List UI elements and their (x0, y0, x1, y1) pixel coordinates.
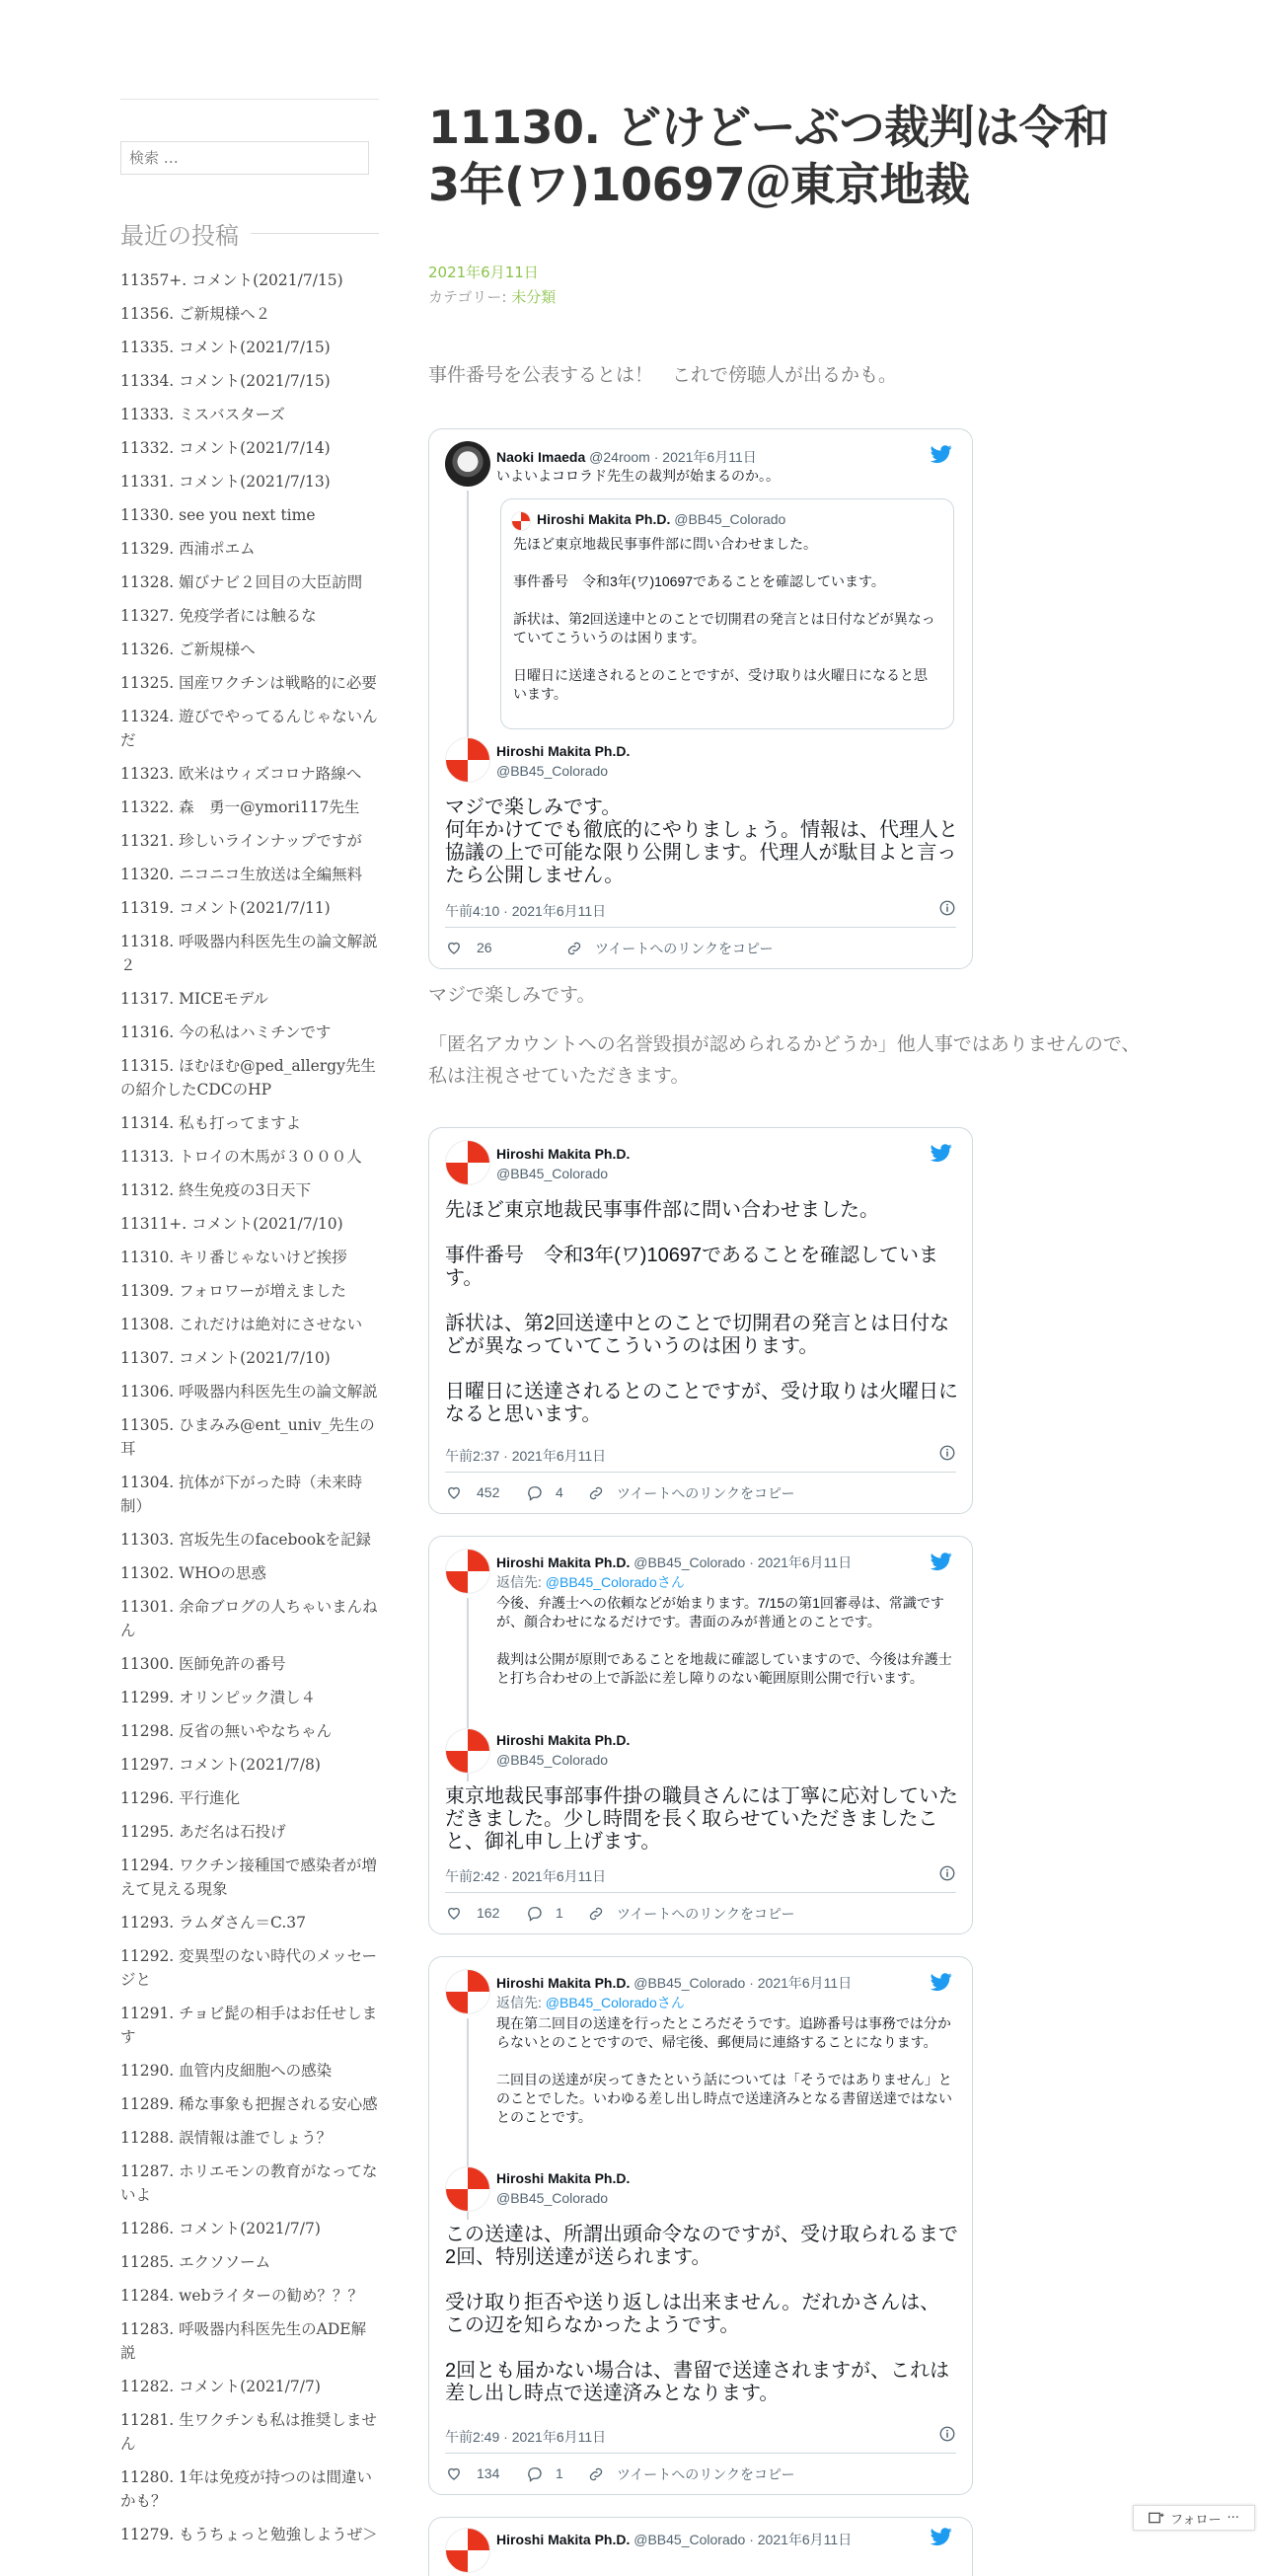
list-item[interactable] (120, 470, 379, 493)
copy-link-label: ツイートへのリンクをコピー (617, 2466, 795, 2482)
tweet-author[interactable]: Hiroshi Makita Ph.D. @BB45_Colorado · 2021年6月11日 (496, 1554, 853, 1570)
recent-post-link[interactable]: 11330. see you next time (120, 506, 316, 524)
category-label: カテゴリー: (428, 288, 512, 306)
list-item[interactable] (120, 2217, 379, 2240)
recent-post-link[interactable]: 11282. コメント(2021/7/7) (120, 2378, 321, 2395)
recent-post-link[interactable]: 11326. ご新規様へ (120, 641, 256, 658)
like-count: 452 (477, 1484, 500, 1500)
tweet-text: 現在第二回目の送達を行ったところだそうです。追跡番号は事務では分からないとのことですので、帰宅後、郵便局に連絡することになります。 二回目の送達が戻ってきたという話については「そうではありません」とのことでした。いわゆる差し出し時点で送達済みとなる書留送達ではないとのことです。 (496, 2015, 952, 2125)
reply-button[interactable] (526, 2464, 563, 2482)
sidebar (120, 99, 379, 2556)
recent-post-link[interactable]: 11310. キリ番じゃないけど挨拶 (120, 1249, 347, 1266)
list-item[interactable] (120, 1313, 379, 1336)
tweet-handle[interactable]: @BB45_Colorado (496, 1752, 609, 1768)
list-item[interactable] (120, 1471, 379, 1518)
list-item[interactable] (120, 1380, 379, 1403)
reply-button[interactable] (526, 1483, 563, 1501)
recent-post-link[interactable]: 11329. 西浦ポエム (120, 540, 256, 558)
list-item[interactable] (120, 2092, 379, 2116)
list-item[interactable] (120, 1719, 379, 1743)
list-item[interactable] (120, 1212, 379, 1236)
recent-post-link[interactable]: 11313. トロイの木馬が３０００人 (120, 1148, 362, 1166)
like-count: 26 (477, 940, 492, 955)
list-item[interactable] (120, 896, 379, 920)
recent-post-link[interactable]: 11319. コメント(2021/7/11) (120, 899, 331, 917)
tweet-divider (445, 1892, 956, 1893)
follow-icon (1149, 2511, 1164, 2525)
tweet-text: 今後、弁護士への依頼などが始まります。7/15の第1回審尋は、常識ですが、顔合わせになるだけです。書面のみが普通とのことです。 裁判は公開が原則であることを地裁に確認していますので、今後は弁護士と打ち合わせの上で訴訟に差し障りのない範囲原則公開で行います。 (496, 1595, 952, 1686)
recent-post-link[interactable]: 11325. 国産ワクチンは戦略的に必要 (120, 674, 377, 692)
tweet-handle[interactable]: @BB45_Colorado (496, 2190, 609, 2206)
avatar (511, 511, 531, 531)
copy-link-button[interactable] (587, 1904, 794, 1924)
reply-count: 1 (556, 2465, 563, 2481)
link-icon (565, 940, 583, 957)
post-paragraph-2: マジで楽しみです。 (428, 984, 596, 1006)
info-icon[interactable] (938, 1864, 956, 1882)
copy-link-label: ツイートへのリンクをコピー (617, 1485, 795, 1501)
like-button[interactable] (445, 2464, 499, 2482)
recent-post-link[interactable]: 11306. 呼吸器内科医先生の論文解説 (120, 1383, 378, 1401)
recent-post-link[interactable]: 11327. 免疫学者には触るな (120, 607, 317, 625)
list-item[interactable] (120, 1854, 379, 1901)
twitter-bird-icon[interactable] (929, 2526, 954, 2547)
recent-post-link[interactable]: 11312. 終生免疫の3日天下 (120, 1181, 312, 1199)
list-item[interactable] (120, 1246, 379, 1269)
list-item[interactable] (120, 537, 379, 561)
more-icon[interactable]: ··· (1227, 2510, 1239, 2526)
recent-post-link[interactable]: 11334. コメント(2021/7/15) (120, 372, 331, 390)
list-item[interactable] (120, 796, 379, 819)
list-item[interactable] (120, 1413, 379, 1461)
list-item[interactable] (120, 829, 379, 853)
tweet-text: 先ほど東京地裁民事事件部に問い合わせました。 事件番号 令和3年(ワ)10697であることを確認しています。 訴状は、第2回送達中とのことで切開君の発言とは日付などが異なっていてこういうのは困ります。 日曜日に送達されるとのことですが、受け取りは火曜日になると思います。 (513, 536, 935, 702)
tweet-text: マジで楽しみです。 何年かけてでも徹底的にやりましょう。情報は、代理人と協議の上で可能な限り公開します。代理人が駄目よと言ったら公開しません。 (445, 796, 958, 886)
list-item[interactable] (120, 2465, 379, 2513)
list-item[interactable] (120, 1944, 379, 1992)
recent-post-link[interactable]: 11333. ミスバスターズ (120, 406, 285, 423)
recent-post-link[interactable]: 11356. ご新規様へ２ (120, 305, 271, 323)
recent-post-link[interactable]: 11295. あだ名は石投げ (120, 1823, 286, 1841)
recent-post-link[interactable]: 11322. 森 勇一@ymori117先生 (120, 798, 360, 816)
category-link[interactable]: 未分類 (511, 288, 557, 306)
list-item[interactable] (120, 1021, 379, 1044)
post-date-link[interactable]: 2021年6月11日 (428, 264, 539, 281)
list-item[interactable] (120, 1652, 379, 1676)
list-item[interactable] (120, 1561, 379, 1585)
recent-post-link[interactable]: 11286. コメント(2021/7/7) (120, 2220, 321, 2237)
search-input[interactable] (120, 141, 369, 175)
copy-link-button[interactable] (587, 1483, 794, 1503)
recent-post-link[interactable]: 11281. 生ワクチンも私は推奨しません (120, 2411, 377, 2453)
twitter-bird-icon[interactable] (929, 1971, 954, 1993)
post-paragraph-1: 事件番号を公表するとは！ これで傍聴人が出るかも。 (428, 364, 898, 386)
main-content (428, 99, 1149, 310)
list-item[interactable] (120, 1595, 379, 1642)
list-item[interactable] (120, 268, 379, 292)
list-item[interactable] (120, 2159, 379, 2207)
recent-post-link[interactable]: 11294. ワクチン接種国で感染者が増えて見える現象 (120, 1856, 377, 1898)
recent-post-link[interactable]: 11283. 呼吸器内科医先生のADE解説 (120, 2320, 367, 2362)
list-item[interactable] (120, 336, 379, 359)
recent-post-link[interactable]: 11302. WHOの思惑 (120, 1564, 266, 1582)
recent-post-link[interactable]: 11290. 血管内皮細胞への感染 (120, 2062, 333, 2080)
recent-post-link[interactable]: 11324. 遊びでやってるんじゃないんだ (120, 708, 378, 749)
list-item[interactable] (120, 2250, 379, 2274)
recent-post-link[interactable]: 11332. コメント(2021/7/14) (120, 439, 331, 457)
like-count: 162 (477, 1905, 500, 1921)
like-button[interactable] (445, 1904, 499, 1922)
recent-post-link[interactable]: 11308. これだけは絶対にさせない (120, 1316, 363, 1333)
reply-count: 1 (556, 1905, 563, 1921)
copy-link-label: ツイートへのリンクをコピー (595, 941, 774, 956)
reply-count: 4 (556, 1484, 563, 1500)
avatar[interactable] (445, 737, 490, 783)
recent-post-link[interactable]: 11331. コメント(2021/7/13) (120, 473, 331, 491)
list-item[interactable] (120, 2126, 379, 2150)
tweet-divider (445, 2453, 956, 2454)
tweet-author[interactable]: Hiroshi Makita Ph.D. @BB45_Colorado · 2021年6月11日 (496, 2532, 853, 2547)
list-item[interactable] (120, 604, 379, 628)
twitter-bird-icon[interactable] (929, 1551, 954, 1572)
avatar[interactable] (445, 1140, 490, 1185)
recent-posts-list (120, 268, 379, 2546)
recent-post-link[interactable]: 11288. 誤情報は誰でしょう？ (120, 2129, 333, 2147)
tweet-timestamp[interactable]: 午前2:49 · 2021年6月11日 (445, 2429, 607, 2445)
list-item[interactable] (120, 1346, 379, 1370)
list-item[interactable] (120, 1279, 379, 1303)
list-item[interactable] (120, 2523, 379, 2546)
reply-to-link[interactable]: @BB45_Coloradoさん (545, 1995, 685, 2010)
list-item[interactable] (120, 2408, 379, 2456)
list-item[interactable] (120, 1178, 379, 1202)
reply-button[interactable] (526, 1904, 563, 1922)
thread-line (467, 491, 469, 737)
info-icon[interactable] (938, 899, 956, 917)
avatar[interactable] (445, 1549, 490, 1594)
heading-rule (251, 233, 379, 234)
list-item[interactable] (120, 1911, 379, 1934)
recent-post-link[interactable]: 11307. コメント(2021/7/10) (120, 1349, 331, 1367)
heart-icon (445, 1483, 463, 1501)
recent-post-link[interactable]: 11289. 稀な事象も把握される安心感 (120, 2095, 378, 2113)
recent-post-link[interactable]: 11301. 余命ブログの人ちゃいまんねん (120, 1598, 378, 1639)
list-item[interactable] (120, 1145, 379, 1169)
tweet-embed-2[interactable] (428, 1127, 973, 1514)
recent-post-link[interactable]: 11316. 今の私はハミチンです (120, 1023, 332, 1041)
twitter-bird-icon[interactable] (929, 443, 954, 465)
tweet-text: この送達は、所謂出頭命令なのですが、受け取られるまで2回、特別送達が送られます。 受け取り拒否や送り返しは出来ません。だれかさんは、この辺を知らなかったようです。 2回とも届かない場合は、書留で送達されますが、これは差し出し時点で送達済みとなります。 (445, 2224, 958, 2404)
recent-post-link[interactable]: 11280. 1年は免疫が持つのは間違いかも？ (120, 2468, 373, 2510)
reply-icon (526, 1904, 544, 1922)
post-paragraph-3: 「匿名アカウントへの名誉毀損が認められるかどうか」他人事ではありませんので、私は注視させていただきます。 (428, 1033, 1141, 1087)
like-count: 134 (477, 2465, 500, 2481)
follow-label: フォロー (1170, 2512, 1222, 2528)
recent-post-link[interactable]: 11314. 私も打ってますよ (120, 1114, 302, 1132)
recent-post-link[interactable]: 11311+. コメント(2021/7/10) (120, 1215, 343, 1233)
info-icon[interactable] (938, 1444, 956, 1462)
recent-post-link[interactable]: 11291. チョビ髭の相手はお任せします (120, 2005, 378, 2046)
recent-post-link[interactable]: 11318. 呼吸器内科医先生の論文解説２ (120, 933, 378, 974)
tweet-timestamp[interactable]: 午前4:10 · 2021年6月11日 (445, 903, 607, 919)
quoted-tweet[interactable] (500, 498, 954, 729)
tweet-embed-1[interactable] (428, 428, 973, 969)
recent-post-link[interactable]: 11285. エクソソーム (120, 2253, 271, 2271)
recent-post-link[interactable]: 11321. 珍しいラインナップですが (120, 832, 362, 850)
list-item[interactable] (120, 369, 379, 393)
tweet-handle[interactable]: @BB45_Colorado (496, 1166, 609, 1181)
recent-post-link[interactable]: 11279. もうちょっと勉強しようぜ＞ (120, 2526, 378, 2543)
list-item[interactable] (120, 1111, 379, 1135)
link-icon (587, 1905, 605, 1923)
tweet-author[interactable]: Hiroshi Makita Ph.D. @BB45_Colorado · 2021年6月11日 (496, 1975, 853, 1991)
tweet-author[interactable]: Hiroshi Makita Ph.D. (496, 1146, 631, 1162)
list-item[interactable] (120, 987, 379, 1011)
heart-icon (445, 939, 463, 956)
recent-post-link[interactable]: 11284. webライターの勧め？？？ (120, 2287, 364, 2305)
tweet-author[interactable]: Hiroshi Makita Ph.D. (496, 743, 631, 759)
recent-post-link[interactable]: 11293. ラムダさん＝C.37 (120, 1914, 306, 1932)
tweet-author[interactable]: Hiroshi Makita Ph.D. (496, 1732, 631, 1748)
reply-to-link[interactable]: @BB45_Coloradoさん (545, 1574, 685, 1590)
recent-post-link[interactable]: 11298. 反省の無いやなちゃん (120, 1722, 333, 1740)
page-title: 11130. どけどーぶつ裁判は令和3年(ワ)10697＠東京地裁 (428, 101, 1109, 211)
recent-post-link[interactable]: 11323. 欧米はウィズコロナ路線へ (120, 765, 362, 783)
reply-to: 返信先: @BB45_Coloradoさん (496, 1995, 685, 2010)
copy-link-button[interactable] (565, 939, 773, 958)
list-item[interactable] (120, 762, 379, 786)
list-item[interactable] (120, 1820, 379, 1844)
copy-link-button[interactable] (587, 2464, 794, 2484)
like-button[interactable] (445, 1483, 499, 1501)
tweet-text: いよいよコロラド先生の裁判が始まるのか。。 (496, 468, 780, 484)
tweet-timestamp[interactable]: 午前2:37 · 2021年6月11日 (445, 1448, 607, 1464)
recent-post-link[interactable]: 11287. ホリエモンの教育がなってないよ (120, 2162, 378, 2204)
list-item[interactable] (120, 570, 379, 594)
list-item[interactable] (120, 1528, 379, 1552)
tweet-divider (445, 927, 956, 928)
reply-to: 返信先: @BB45_Coloradoさん (496, 1574, 685, 1590)
recent-post-link[interactable]: 11320. ニコニコ生放送は全編無料 (120, 866, 363, 883)
avatar[interactable] (445, 1969, 490, 2014)
tweet-text: 先ほど東京地裁民事事件部に問い合わせました。 事件番号 令和3年(ワ)10697であることを確認しています。 訴状は、第2回送達中とのことで切開君の発言とは日付などが異なっていてこういうのは困ります。 日曜日に送達されるとのことですが、受け取りは火曜日になると思います。 (445, 1199, 958, 1425)
heart-icon (445, 2464, 463, 2482)
tweet-author[interactable]: Hiroshi Makita Ph.D. (496, 2170, 631, 2186)
avatar[interactable] (445, 1728, 490, 1774)
recent-post-link[interactable]: 11304. 抗体が下がった時（未来時制） (120, 1474, 363, 1515)
recent-post-link[interactable]: 11292. 変異型のない時代のメッセージと (120, 1947, 378, 1989)
tweet-text: 東京地裁民事部事件掛の職員さんには丁寧に応対していただきました。少し時間を長く取らせていただきましたこと、御礼申し上げます。 (445, 1785, 958, 1853)
list-item[interactable] (120, 503, 379, 527)
list-item[interactable] (120, 1786, 379, 1810)
tweet-embed-4[interactable] (428, 1956, 973, 2495)
list-item[interactable] (120, 671, 379, 695)
link-icon (587, 1484, 605, 1502)
list-item[interactable] (120, 1686, 379, 1709)
list-item[interactable] (120, 2059, 379, 2083)
recent-post-link[interactable]: 11299. オリンピック潰し４ (120, 1689, 317, 1706)
recent-post-link[interactable]: 11315. ほむほむ@ped_allergy先生の紹介したCDCのHP (120, 1057, 376, 1099)
list-item[interactable] (120, 2317, 379, 2365)
recent-post-link[interactable]: 11357+. コメント(2021/7/15) (120, 271, 343, 289)
list-item[interactable] (120, 705, 379, 752)
tweet-timestamp[interactable]: 午前2:42 · 2021年6月11日 (445, 1868, 607, 1884)
like-button[interactable] (445, 939, 492, 956)
copy-link-label: ツイートへのリンクをコピー (617, 1906, 795, 1922)
recent-post-link[interactable]: 11309. フォロワーが増えました (120, 1282, 346, 1300)
sidebar-divider (120, 99, 379, 100)
recent-posts-heading (120, 216, 379, 251)
recent-posts-title: 最近の投稿 (120, 222, 239, 250)
recent-post-link[interactable]: 11303. 宮坂先生のfacebookを記録 (120, 1531, 371, 1549)
list-item[interactable] (120, 1054, 379, 1101)
post-meta (428, 261, 1149, 310)
twitter-bird-icon[interactable] (929, 1142, 954, 1164)
list-item[interactable] (120, 403, 379, 426)
list-item[interactable] (120, 436, 379, 460)
recent-post-link[interactable]: 11305. ひまみみ@ent_univ_先生の耳 (120, 1416, 375, 1458)
recent-post-link[interactable]: 11300. 医師免許の番号 (120, 1655, 286, 1673)
tweet-embed-3[interactable] (428, 1536, 973, 1934)
list-item[interactable] (120, 2284, 379, 2308)
reply-icon (526, 1483, 544, 1501)
link-icon (587, 2465, 605, 2483)
recent-post-link[interactable]: 11335. コメント(2021/7/15) (120, 339, 331, 356)
list-item[interactable] (120, 863, 379, 886)
reply-icon (526, 2464, 544, 2482)
info-icon[interactable] (938, 2425, 956, 2443)
tweet-handle[interactable]: @BB45_Colorado (496, 763, 609, 779)
list-item[interactable] (120, 302, 379, 326)
tweet-embed-5[interactable] (428, 2517, 973, 2576)
tweet-author: Hiroshi Makita Ph.D. @BB45_Colorado (537, 511, 786, 527)
follow-button[interactable] (1133, 2505, 1255, 2531)
tweet-divider (445, 1472, 956, 1473)
avatar[interactable] (445, 2166, 490, 2212)
recent-post-link[interactable]: 11328. 媚びナビ２回目の大臣訪問 (120, 573, 363, 591)
recent-post-link[interactable]: 11297. コメント(2021/7/8) (120, 1756, 321, 1774)
list-item[interactable] (120, 2002, 379, 2049)
list-item[interactable] (120, 930, 379, 977)
tweet-author[interactable]: Naoki Imaeda @24room · 2021年6月11日 (496, 449, 757, 465)
list-item[interactable] (120, 2375, 379, 2398)
recent-post-link[interactable]: 11296. 平行進化 (120, 1789, 241, 1807)
list-item[interactable] (120, 638, 379, 661)
recent-post-link[interactable]: 11317. MICEモデル (120, 990, 269, 1008)
list-item[interactable] (120, 1753, 379, 1777)
heart-icon (445, 1904, 463, 1922)
avatar[interactable] (445, 441, 490, 487)
